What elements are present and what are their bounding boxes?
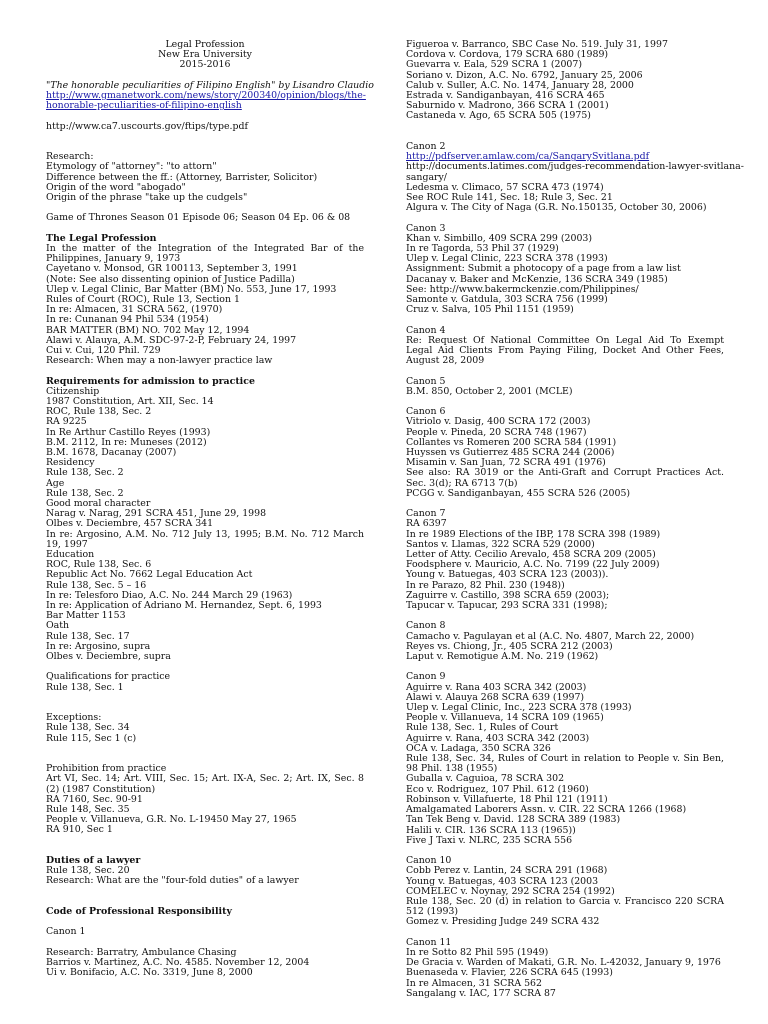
entry-text: People v. Villanueva, 14 SCRA 109 (1965) <box>406 712 604 724</box>
section-heading: Requirements for admission to practice <box>46 375 255 387</box>
entry-text: Samonte v. Gatdula, 303 SCRA 756 (1999) <box>406 294 608 306</box>
entry-text: Bar Matter 1153 <box>46 610 126 622</box>
entry-text: Rule 138, Sec. 1 <box>46 681 124 693</box>
school-year: 2015-2016 <box>179 59 231 71</box>
entry-text: Research: What are the "four-fold duties" of a lawyer <box>46 875 299 887</box>
entry-text: Rule 138, Sec. 20 <box>46 865 130 877</box>
entry-text: Reyes vs. Chiong, Jr., 405 SCRA 212 (2003) <box>406 640 613 652</box>
entry-text: Huyssen vs Gutierrez 485 SCRA 244 (2006) <box>406 447 615 459</box>
entry-text: Ulep v. Legal Clinic, Inc., 223 SCRA 378 (1993) <box>406 702 632 714</box>
entry-text: Good moral character <box>46 498 151 510</box>
entry-text: Vitriolo v. Dasig, 400 SCRA 172 (2003) <box>406 416 591 428</box>
entry-text: Canon 3 <box>406 222 446 234</box>
entry-text: Canon 11 <box>406 936 452 948</box>
spacer <box>406 366 724 376</box>
entry-text: Prohibition from practice <box>46 763 167 775</box>
entry-text: Aguirre v. Rana 403 SCRA 342 (2003) <box>406 681 587 693</box>
entry-text: Young v. Batuegas, 403 SCRA 123 (2003)). <box>406 569 609 581</box>
entry-text: Re: Request Of National Committee On Legal Aid To Exempt Legal Aid Clients From Paying Filing, Docket And Other Fees, August 28, 2009 <box>406 334 724 367</box>
entry-text: Rules of Court (ROC), Rule 13, Section 1 <box>46 293 240 305</box>
entry-text: De Gracia v. Warden of Makati, G.R. No. L-42032, January 9, 1976 <box>406 957 721 969</box>
entry-text: In re: Argosino, supra <box>46 640 151 652</box>
entry-text: Art VI, Sec. 14; Art. VIII, Sec. 15; Art. IX-A, Sec. 2; Art. IX, Sec. 8 (2) (1987 Constitution) <box>46 773 364 795</box>
entry-text: Research: Barratry, Ambulance Chasing <box>46 946 237 958</box>
entry-text: In re: Application of Adriano M. Hernandez, Sept. 6, 1993 <box>46 600 322 612</box>
entry-text: Letter of Atty. Cecilio Arevalo, 458 SCRA 209 (2005) <box>406 549 656 561</box>
entry-text: Alawi v. Alauya, A.M. SDC-97-2-P, February 24, 1997 <box>46 334 297 346</box>
entry-text: Cui v. Cui, 120 Phil. 729 <box>46 345 161 356</box>
entry-text: Guevarra v. Eala, 529 SCRA 1 (2007) <box>406 59 583 71</box>
spacer <box>406 122 724 132</box>
entry-text: Halili v. CIR. 136 SCRA 113 (1965)) <box>406 824 576 836</box>
entry-text: See: http://www.bakermckenzie.com/Philippines/ <box>406 283 639 295</box>
spacer <box>406 132 724 142</box>
spacer <box>406 928 724 938</box>
entry-text: Misamin v. San Juan, 72 SCRA 491 (1976) <box>406 457 606 469</box>
entry-text: Canon 2 <box>406 141 446 152</box>
right-column <box>406 39 744 999</box>
entry-text: Rule 138, Sec. 5 – 16 <box>46 579 147 591</box>
entry-text: Zaguirre v. Castillo, 398 SCRA 659 (2003); <box>406 589 610 601</box>
entry-text: Laput v. Remotigue A.M. No. 219 (1962) <box>406 651 599 663</box>
entry-text: Canon 10 <box>406 855 452 867</box>
entry-text: Assignment: Submit a photocopy of a page from a law list <box>406 263 681 275</box>
entry-text: Castaneda v. Ago, 65 SCRA 505 (1975) <box>406 110 591 122</box>
entry-text: Rule 138, Sec. 1, Rules of Court <box>406 722 559 734</box>
entry-text: Rule 138, Sec. 17 <box>46 630 130 642</box>
entry-text: Barrios v. Martinez, A.C. No. 4585. November 12, 2004 <box>46 957 310 968</box>
hyperlink[interactable]: http://www.gmanetwork.com/news/story/200340/opinion/blogs/the-honorable-peculiarities-of-filipino-english <box>46 90 366 112</box>
entry-text: Education <box>46 549 95 561</box>
entry-text: Ledesma v. Climaco, 57 SCRA 473 (1974) <box>406 181 604 193</box>
entry-text: Age <box>46 477 65 489</box>
entry-text: In re: Argosino, A.M. No. 712 July 13, 1995; B.M. No. 712 March 19, 1997 <box>46 528 364 550</box>
entry-text: Sangalang v. IAC, 177 SCRA 87 <box>406 987 556 999</box>
entry-text: Guballa v. Caguioa, 78 SCRA 302 <box>406 773 565 785</box>
entry-text: Tapucar v. Tapucar, 293 SCRA 331 (1998); <box>406 600 608 612</box>
spacer <box>46 887 364 897</box>
article-title: "The honorable peculiarities of Filipino English" by Lisandro Claudio <box>46 79 374 91</box>
entry-text: People v. Villanueva, G.R. No. L-19450 May 27, 1965 <box>46 814 297 826</box>
entry-text: Canon 9 <box>406 671 446 683</box>
left-column <box>46 39 374 979</box>
spacer <box>406 315 724 325</box>
entry-text: In Re Arthur Castillo Reyes (1993) <box>46 426 211 438</box>
entry-text: Alawi v. Alauya 268 SCRA 639 (1997) <box>406 691 585 703</box>
entry-text: Research: <box>46 151 94 163</box>
entry-text: Five J Taxi v. NLRC, 235 SCRA 556 <box>406 834 573 846</box>
entry-text: In re: Almacen, 31 SCRA 562, (1970) <box>46 304 223 316</box>
entry-text: Rule 138, Sec. 20 (d) in relation to Garcia v. Francisco 220 SCRA 512 (1993) <box>406 895 724 918</box>
entry-text: Robinson v. Villafuerte, 18 Phil 121 (1911) <box>406 793 608 805</box>
entry-text: sangary/ <box>406 171 447 183</box>
entry-text: Eco v. Rodriguez, 107 Phil. 612 (1960) <box>406 783 589 795</box>
entry-text: In re Sotto 82 Phil 595 (1949) <box>406 946 549 958</box>
spacer <box>406 846 724 856</box>
entry-text: Game of Thrones Season 01 Episode 06; Season 04 Ep. 06 & 08 <box>46 212 351 224</box>
entry-text: Ulep v. Legal Clinic, 223 SCRA 378 (1993) <box>406 253 608 265</box>
entry-text: Origin of the word "abogado" <box>46 181 186 193</box>
spacer <box>406 213 724 223</box>
document-title: Legal Profession <box>165 39 245 50</box>
entry-text: http://documents.latimes.com/judges-recommendation-lawyer-svitlana- <box>406 161 744 173</box>
entry-text: See ROC Rule 141, Sec. 18; Rule 3, Sec. 21 <box>406 192 613 204</box>
spacer <box>406 662 724 672</box>
entry-text: B.M. 2112, In re: Muneses (2012) <box>46 436 207 448</box>
entry-text: Exceptions: <box>46 712 102 724</box>
entry-text: OCA v. Ladaga, 350 SCRA 326 <box>406 742 551 754</box>
entry-text: Olbes v. Deciembre, supra <box>46 651 171 663</box>
entry-text: RA 910, Sec 1 <box>46 824 113 836</box>
entry-text: Ui v. Bonifacio, A.C. No. 3319, June 8, 2000 <box>46 967 253 979</box>
entry-text: Tan Tek Beng v. David. 128 SCRA 389 (1983) <box>406 814 621 826</box>
entry-text: Rule 115, Sec 1 (c) <box>46 732 137 744</box>
entry-text: PCGG v. Sandiganbayan, 455 SCRA 526 (2005) <box>406 487 631 499</box>
entry-text: In re Tagorda, 53 Phil 37 (1929) <box>406 243 559 255</box>
entry-text: Gomez v. Presiding Judge 249 SCRA 432 <box>406 916 600 928</box>
entry-text: In the matter of the Integration of the Integrated Bar of the Philippines, January 9, 1973 <box>46 242 364 265</box>
entry-text: Canon 8 <box>406 620 446 632</box>
entry-text: RA 9225 <box>46 416 87 428</box>
entry-text: Amalgamated Laborers Assn. v. CIR. 22 SCRA 1266 (1968) <box>406 804 687 816</box>
school-name: New Era University <box>158 49 252 61</box>
entry-text: Canon 7 <box>406 508 446 520</box>
entry-text: Buenaseda v. Flavier, 226 SCRA 645 (1993) <box>406 967 613 979</box>
entry-text: In re Almacen, 31 SCRA 562 <box>406 977 542 989</box>
entry-text: Citizenship <box>46 385 100 397</box>
entry-text: Difference between the ff.: (Attorney, Barrister, Solicitor) <box>46 171 318 183</box>
spacer <box>406 611 724 621</box>
hyperlink[interactable]: http://pdfserver.amlaw.com/ca/SangarySvitlana.pdf <box>406 151 650 163</box>
entry-text: ROC, Rule 138, Sec. 6 <box>46 559 152 571</box>
entry-text: People v. Pineda, 20 SCRA 748 (1967) <box>406 426 587 438</box>
entry-text: Rule 138, Sec. 2 <box>46 487 124 499</box>
entry-text: Soriano v. Dizon, A.C. No. 6792, January 25, 2006 <box>406 69 643 81</box>
entry-text: Ulep v. Legal Clinic, Bar Matter (BM) No. 553, June 17, 1993 <box>46 283 337 295</box>
entry-text: ROC, Rule 138, Sec. 2 <box>46 406 152 418</box>
entry-text: Cayetano v. Monsod, GR 100113, September 3, 1991 <box>46 263 298 275</box>
entry-text: Figueroa v. Barranco, SBC Case No. 519. July 31, 1997 <box>406 39 668 50</box>
entry-text: Aguirre v. Rana, 403 SCRA 342 (2003) <box>406 732 590 744</box>
spacer <box>406 499 724 509</box>
left-entries <box>46 71 374 979</box>
entry-text: Canon 6 <box>406 406 446 418</box>
entry-text: In re: Cunanan 94 Phil 534 (1954) <box>46 314 209 326</box>
entry-text: B.M. 1678, Dacanay (2007) <box>46 447 177 459</box>
entry-text: Canon 4 <box>406 324 446 336</box>
spacer <box>46 132 364 142</box>
entry-text: Algura v. The City of Naga (G.R. No.150135, October 30, 2006) <box>406 202 707 214</box>
entry-text: Rule 148, Sec. 35 <box>46 804 130 816</box>
entry-text: Rule 138, Sec. 34, Rules of Court in relation to People v. Sin Ben, 98 Phil. 138 (1955) <box>406 753 724 775</box>
entry-text: Saburnido v. Madrono, 366 SCRA 1 (2001) <box>406 100 609 112</box>
entry-text: Canon 1 <box>46 926 86 938</box>
section-heading: The Legal Profession <box>46 232 157 244</box>
entry-text: Cruz v. Salva, 105 Phil 1151 (1959) <box>406 304 574 316</box>
entry-text: Oath <box>46 620 70 632</box>
right-entries <box>406 39 744 999</box>
entry-text: Estrada v. Sandiganbayan, 416 SCRA 465 <box>406 90 605 102</box>
entry-text: Qualifications for practice <box>46 671 171 683</box>
entry-text: Cobb Perez v. Lantin, 24 SCRA 291 (1968) <box>406 865 608 877</box>
entry-text: Collantes vs Romeren 200 SCRA 584 (1991) <box>406 436 617 448</box>
entry-text: In re Parazo, 82 Phil. 230 (1948)) <box>406 579 565 591</box>
entry-text: http://www.ca7.uscourts.gov/ftips/type.pdf <box>46 120 248 132</box>
entry-text: See also: RA 3019 or the Anti-Graft and Corrupt Practices Act. Sec. 3(d); RA 6713 7(b) <box>406 467 724 489</box>
entry-text: Rule 138, Sec. 34 <box>46 722 130 734</box>
entry-text: Khan v. Simbillo, 409 SCRA 299 (2003) <box>406 232 593 244</box>
entry-text: COMELEC v. Noynay, 292 SCRA 254 (1992) <box>406 885 615 897</box>
entry-text: Calub v. Suller, A.C. No. 1474, January 28, 2000 <box>406 79 634 91</box>
spacer <box>406 397 724 407</box>
entry-text: Republic Act No. 7662 Legal Education Act <box>46 569 253 581</box>
entry-text: Santos v. Llamas, 322 SCRA 529 (2000) <box>406 538 595 550</box>
entry-text: Camacho v. Pagulayan et al (A.C. No. 4807, March 22, 2000) <box>406 630 695 642</box>
entry-text: BAR MATTER (BM) NO. 702 May 12, 1994 <box>46 324 250 336</box>
entry-text: Young v. Batuegas, 403 SCRA 123 (2003 <box>406 875 599 887</box>
entry-text: Foodsphere v. Mauricio, A.C. No. 7199 (22 July 2009) <box>406 559 660 571</box>
entry-text: RA 6397 <box>406 518 447 530</box>
spacer <box>46 142 364 152</box>
entry-text: Origin of the phrase "take up the cudgels" <box>46 191 248 203</box>
entry-text: Residency <box>46 457 95 469</box>
entry-text: 1987 Constitution, Art. XII, Sec. 14 <box>46 396 214 407</box>
entry-text: (Note: See also dissenting opinion of Justice Padilla) <box>46 273 295 285</box>
spacer <box>46 917 364 927</box>
entry-text: Olbes v. Deciembre, 457 SCRA 341 <box>46 518 214 530</box>
section-heading: Duties of a lawyer <box>46 855 141 867</box>
spacer <box>46 693 364 703</box>
entry-text: Dacanay v. Baker and McKenzie, 136 SCRA 349 (1985) <box>406 273 668 285</box>
entry-text: In re: Telesforo Diao, A.C. No. 244 March 29 (1963) <box>46 589 293 601</box>
entry-text: Narag v. Narag, 291 SCRA 451, June 29, 1998 <box>46 508 267 520</box>
entry-text: Etymology of "attorney": "to attorn" <box>46 161 217 173</box>
entry-text: Rule 138, Sec. 2 <box>46 467 124 479</box>
entry-text: B.M. 850, October 2, 2001 (MCLE) <box>406 385 573 397</box>
entry-text: Cordova v. Cordova, 179 SCRA 680 (1989) <box>406 49 609 61</box>
spacer <box>46 744 364 754</box>
entry-text: RA 7160, Sec. 90-91 <box>46 793 143 805</box>
entry-text: In re 1989 Elections of the IBP, 178 SCRA 398 (1989) <box>406 528 661 540</box>
entry-text: Canon 5 <box>406 375 446 387</box>
entry-text: Research: When may a non-lawyer practice law <box>46 355 273 367</box>
section-heading: Code of Professional Responsibility <box>46 906 232 918</box>
spacer <box>46 836 364 846</box>
